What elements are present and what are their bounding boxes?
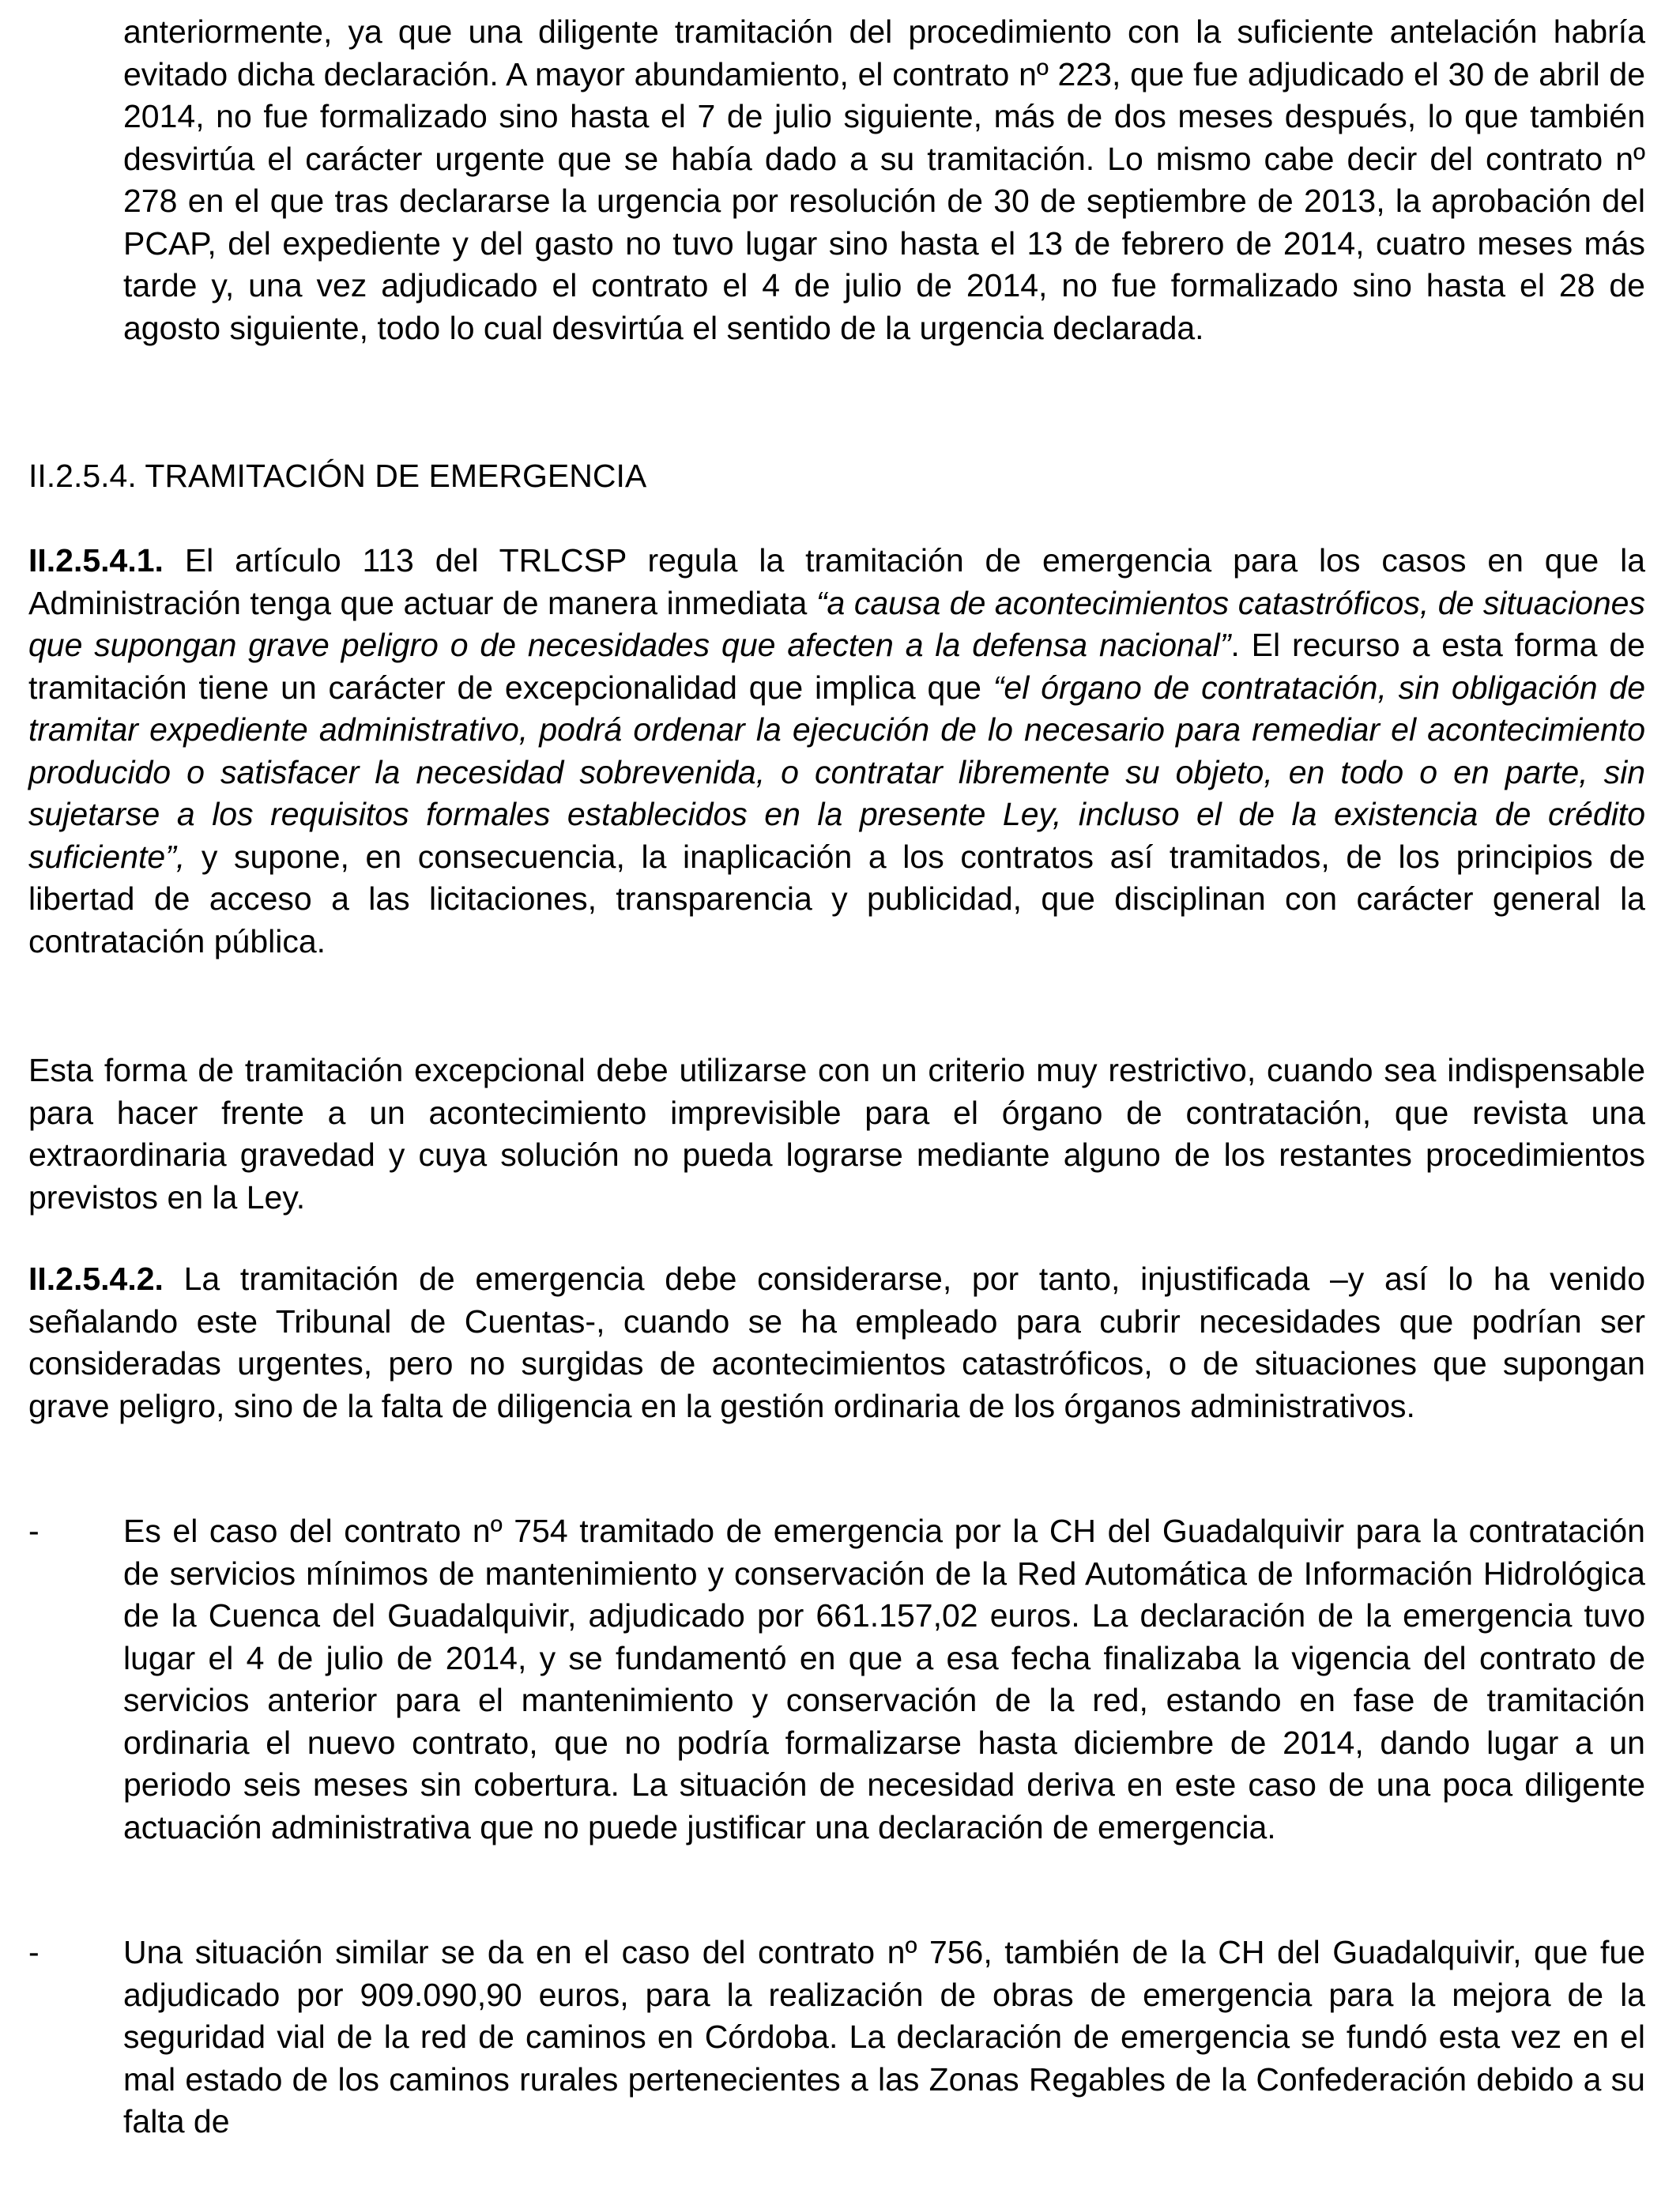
paragraph-restrictive-criterion: Esta forma de tramitación excepcional debe utilizarse con un criterio muy restrictivo, cuando sea indispensable para hacer frente a un acontecimiento imprevisible para el órgano de contratación, que revista una extraordinaria gravedad y cuya solución no pueda lograrse mediante alguno de los restantes procedimientos previstos en la Ley. [28,1052,1645,1216]
legal-quote: “el órgano de contratación, sin obligación de tramitar expediente administrativo, podrá ordenar la ejecución de lo necesario para remediar el acontecimiento producido o satisfacer la necesidad sobrevenida, o contratar libremente su objeto, en todo o en parte, sin sujetarse a los requisitos formales establecidos en la presente Ley, incluso el de la existencia de crédito suficiente”, [28,669,1646,875]
paragraph-unjustified-emergency [28,1258,1645,1427]
section-heading: II.2.5.4. TRAMITACIÓN DE EMERGENCIA [28,458,647,494]
paragraph-text: . El recurso a esta forma de tramitación tiene un carácter de excepcionalidad que implica que [28,627,1645,706]
bullet-item-contract-754: Es el caso del contrato nº 754 tramitado de emergencia por la CH del Guadalquivir para la contratación de servicios mínimos de mantenimiento y conservación de la Red Automática de Información Hidrológica de la Cuenca del Guadalquivir, adjudicado por 661.157,02 euros. La declaración de la emergencia tuvo lugar el 4 de julio de 2014, y se fundamentó en que a esa fecha finalizaba la vigencia del contrato de servicios anterior para el mantenimiento y conservación de la red, estando en fase de tramitación ordinaria el nuevo contrato, que no podría formalizarse hasta diciembre de 2014, dando lugar a un periodo seis meses sin cobertura. La situación de necesidad deriva en este caso de una poca diligente actuación administrativa que no puede justificar una declaración de emergencia. [123,1513,1645,1845]
bullet-marker: - [28,1513,40,1549]
paragraph-text: La tramitación de emergencia debe considerarse, por tanto, injustificada –y así lo ha venido señalando este Tribunal de Cuentas-, cuando se ha empleado para cubrir necesidades que podrían ser consideradas urgentes, pero no surgidas de acontecimientos catastróficos, o de situaciones que supongan grave peligro, sino de la falta de diligencia en la gestión ordinaria de los órganos administrativos. [28,1261,1645,1424]
paragraph-number: II.2.5.4.2. [28,1261,164,1297]
legal-quote: “a causa de acontecimientos catastróficos, de situaciones que supongan grave peligro o de necesidades que afecten a la defensa nacional” [28,584,1645,663]
paragraph-number: II.2.5.4.1. [28,542,164,579]
bullet-marker: - [28,1934,40,1970]
paragraph-text: El artículo 113 del TRLCSP regula la tramitación de emergencia para los casos en que la Administración tenga que actuar de manera inmediata [28,542,1645,621]
paragraph-article-113 [28,540,1645,963]
paragraph-text: y supone, en consecuencia, la inaplicación a los contratos así tramitados, de los principios de libertad de acceso a las licitaciones, transparencia y publicidad, que disciplinan con carácter general la contratación pública. [28,838,1645,959]
bullet-item-contract-756: Una situación similar se da en el caso del contrato nº 756, también de la CH del Guadalquivir, que fue adjudicado por 909.090,90 euros, para la realización de obras de emergencia para la mejora de la seguridad vial de la red de caminos en Córdoba. La declaración de emergencia se fundó esta vez en el mal estado de los caminos rurales pertenecientes a las Zonas Regables de la Confederación debido a su falta de [123,1934,1645,2139]
paragraph-continuation: anteriormente, ya que una diligente tramitación del procedimiento con la suficiente antelación habría evitado dicha declaración. A mayor abundamiento, el contrato nº 223, que fue adjudicado el 30 de abril de 2014, no fue formalizado sino hasta el 7 de julio siguiente, más de dos meses después, lo que también desvirtúa el carácter urgente que se había dado a su tramitación. Lo mismo cabe decir del contrato nº 278 en el que tras declararse la urgencia por resolución de 30 de septiembre de 2013, la aprobación del PCAP, del expediente y del gasto no tuvo lugar sino hasta el 13 de febrero de 2014, cuatro meses más tarde y, una vez adjudicado el contrato el 4 de julio de 2014, no fue formalizado sino hasta el 28 de agosto siguiente, todo lo cual desvirtúa el sentido de la urgencia declarada. [123,13,1645,346]
